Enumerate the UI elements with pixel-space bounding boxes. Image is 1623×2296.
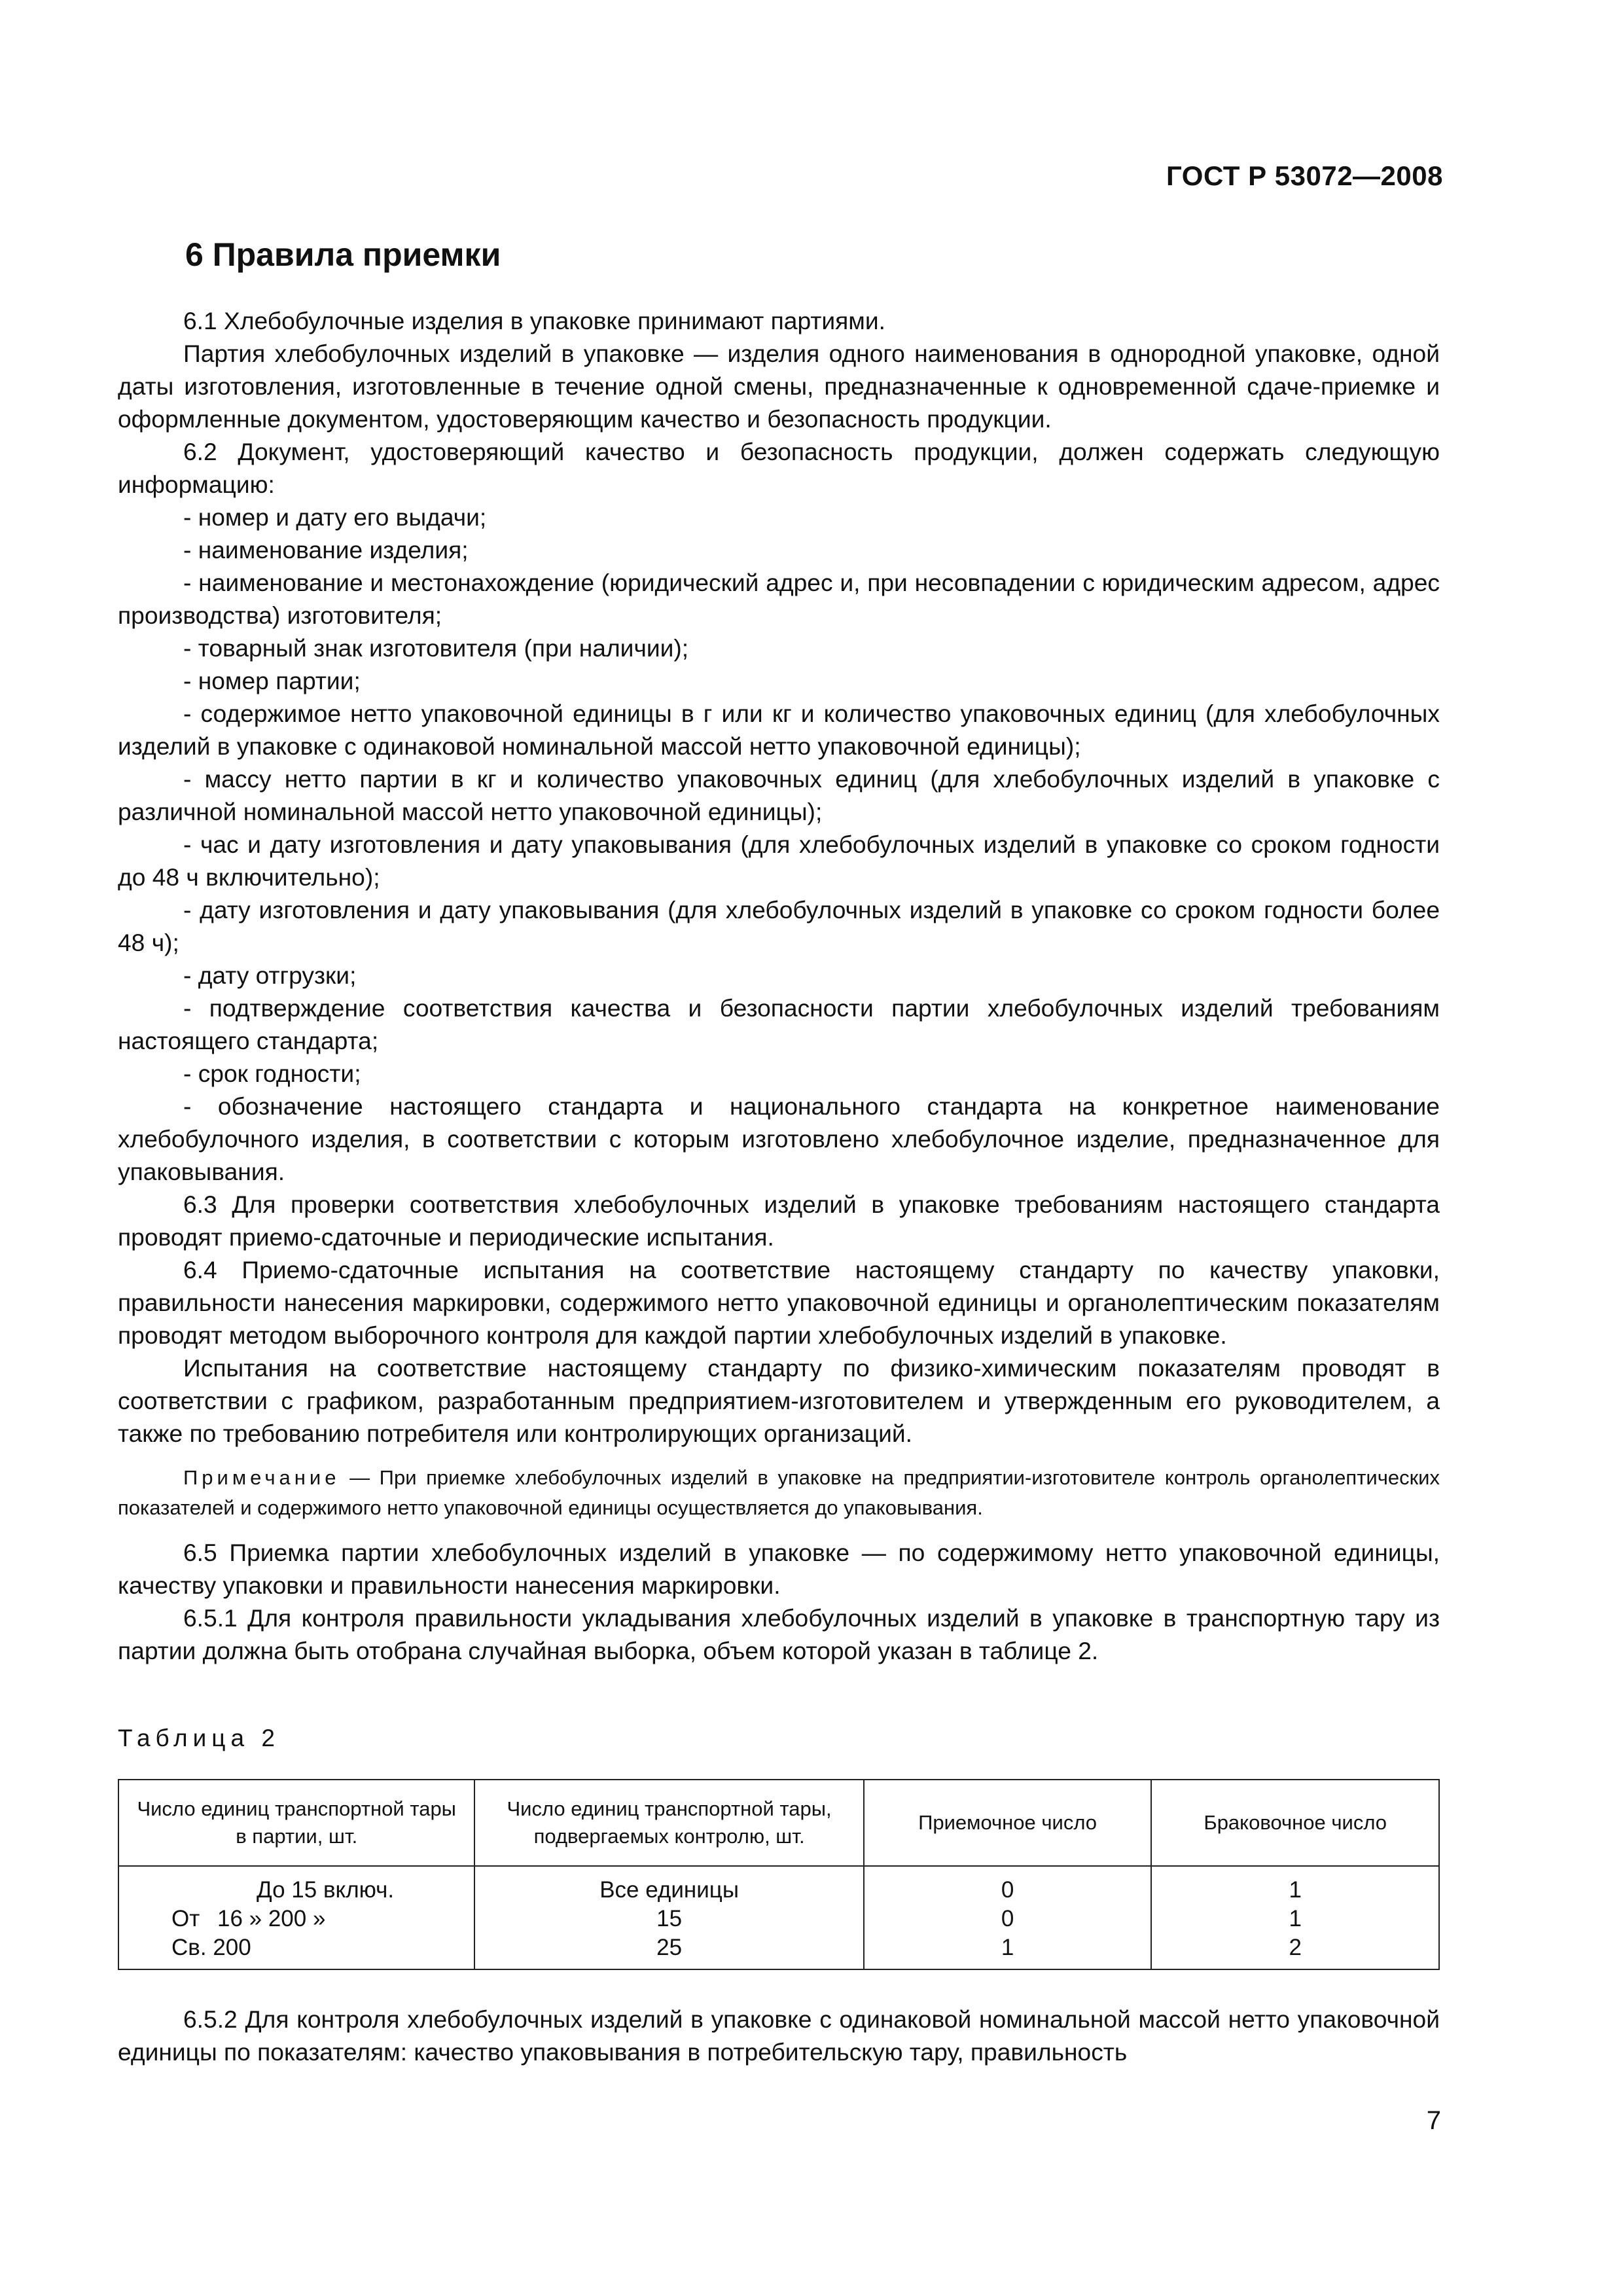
table-row bbox=[118, 1866, 1439, 1905]
list-item: - товарный знак изготовителя (при наличии); bbox=[183, 634, 689, 662]
list-item: - подтверждение соответствия качества и безопасности партии хлебобулочных изделий требованиям настоящего стандарта; bbox=[118, 994, 1440, 1054]
table-row bbox=[118, 1933, 1439, 1969]
list-item: - дату изготовления и дату упаковывания (для хлебобулочных изделий в упаковке со сроком годности более 48 ч); bbox=[118, 896, 1440, 956]
table-caption: Таблица 2 bbox=[118, 1725, 280, 1751]
note bbox=[118, 1463, 1440, 1523]
paragraph: 6.3 Для проверки соответствия хлебобулочных изделий в упаковке требованиям настоящего стандарта проводят приемо-сдаточные и периодические испытания. bbox=[118, 1191, 1440, 1251]
standard-code: ГОСТ Р 53072—2008 bbox=[1166, 160, 1443, 191]
table-cell: 0 bbox=[864, 1866, 1152, 1905]
paragraph: Партия хлебобулочных изделий в упаковке — изделия одного наименования в однородной упаковке, одной даты изготовления, изготовленные в течение одной смены, предназначенные к одновременной сдаче-приемке и оформленные документом, удостоверяющим качество и безопасность продукции. bbox=[118, 340, 1440, 433]
list-item: - содержимое нетто упаковочной единицы в г или кг и количество упаковочных единиц (для хлебобулочных изделий в упаковке с одинаковой номинальной массой нетто упаковочной единицы); bbox=[118, 700, 1440, 760]
list-item: - обозначение настоящего стандарта и национального стандарта на конкретное наименование хлебобулочного изделия, в соответствии с которым изготовлено хлебобулочное изделие, предназначенное для упаковывания. bbox=[118, 1092, 1440, 1185]
paragraph: 6.5.1 Для контроля правильности укладывания хлебобулочных изделий в упаковке в транспортную тару из партии должна быть отобрана случайная выборка, объем которой указан в таблице 2. bbox=[118, 1604, 1440, 1664]
continuation-text bbox=[118, 2003, 1440, 2068]
table-cell: 1 bbox=[1151, 1905, 1439, 1933]
paragraph: 6.5.2 Для контроля хлебобулочных изделий в упаковке с одинаковой номинальной массой нетто упаковочной единицы по показателям: качество упаковывания в потребительскую тару, правильность bbox=[118, 2005, 1440, 2066]
body-text bbox=[118, 304, 1440, 1667]
table-cell: До 15 включ. bbox=[118, 1866, 474, 1905]
table-row bbox=[118, 1905, 1439, 1933]
page-number: 7 bbox=[1426, 2106, 1441, 2135]
list-item: - час и дату изготовления и дату упаковывания (для хлебобулочных изделий в упаковке со сроком годности до 48 ч включительно); bbox=[118, 831, 1440, 891]
acceptance-table bbox=[118, 1779, 1440, 1970]
table-header: Число единиц транспортной тары, подвергаемых контролю, шт. bbox=[474, 1780, 863, 1866]
table-cell: 1 bbox=[864, 1933, 1152, 1969]
table-cell: 15 bbox=[474, 1905, 863, 1933]
list-item: - номер партии; bbox=[183, 667, 361, 694]
table-header: Приемочное число bbox=[864, 1780, 1152, 1866]
section-title: 6 Правила приемки bbox=[185, 236, 501, 273]
table-header: Число единиц транспортной тары в партии, шт. bbox=[118, 1780, 474, 1866]
list-item: - наименование и местонахождение (юридический адрес и, при несовпадении с юридическим адресом, адрес производства) изготовителя; bbox=[118, 569, 1440, 629]
note-text: — При приемке хлебобулочных изделий в упаковке на предприятии-изготовителе контроль органолептических показателей и содержимого нетто упаковочной единицы осуществляется до упаковывания. bbox=[118, 1466, 1440, 1519]
paragraph: 6.5 Приемка партии хлебобулочных изделий в упаковке — по содержимому нетто упаковочной единицы, качеству упаковки и правильности нанесения маркировки. bbox=[118, 1539, 1440, 1599]
table-cell: 2 bbox=[1151, 1933, 1439, 1969]
table-cell: Все единицы bbox=[474, 1866, 863, 1905]
paragraph: 6.4 Приемо-сдаточные испытания на соответствие настоящему стандарту по качеству упаковки, правильности нанесения маркировки, содержимого нетто упаковочной единицы и органолептическим показателям проводят методом выборочного контроля для каждой партии хлебобулочных изделий в упаковке. bbox=[118, 1256, 1440, 1349]
table-header: Браковочное число bbox=[1151, 1780, 1439, 1866]
list-item: - срок годности; bbox=[183, 1060, 361, 1087]
table-cell: 0 bbox=[864, 1905, 1152, 1933]
list-item: - номер и дату его выдачи; bbox=[183, 503, 487, 531]
list-item: - дату отгрузки; bbox=[183, 961, 357, 989]
list-item: - наименование изделия; bbox=[183, 536, 469, 564]
table-cell: 25 bbox=[474, 1933, 863, 1969]
table-cell: От 16 » 200 » bbox=[118, 1905, 474, 1933]
list-item: - массу нетто партии в кг и количество упаковочных единиц (для хлебобулочных изделий в упаковке с различной номинальной массой нетто упаковочной единицы); bbox=[118, 765, 1440, 825]
paragraph: 6.1 Хлебобулочные изделия в упаковке принимают партиями. bbox=[183, 307, 885, 334]
note-label: Примечание bbox=[183, 1466, 340, 1489]
paragraph: 6.2 Документ, удостоверяющий качество и безопасность продукции, должен содержать следующую информацию: bbox=[118, 438, 1440, 498]
paragraph: Испытания на соответствие настоящему стандарту по физико-химическим показателям проводят в соответствии с графиком, разработанным предприятием-изготовителем и утвержденным его руководителем, а также по требованию потребителя или контролирующих организаций. bbox=[118, 1354, 1440, 1447]
table-cell: 1 bbox=[1151, 1866, 1439, 1905]
table-cell: Св. 200 bbox=[118, 1933, 474, 1969]
